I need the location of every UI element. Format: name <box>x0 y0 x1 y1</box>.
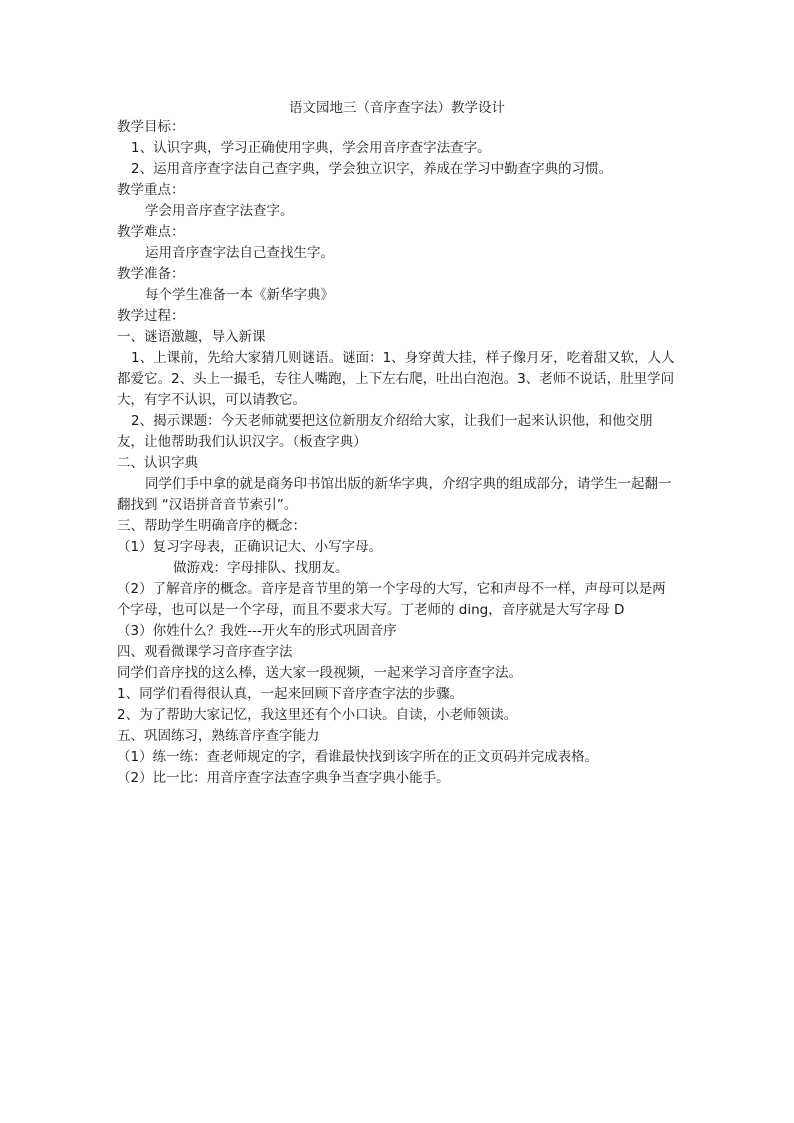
process-step-4-item-1: 1、同学们看得很认真，一起来回顾下音序查字法的步骤。 <box>117 686 464 702</box>
process-step-4-intro: 同学们音序找的这么棒，送大家一段视频，一起来学习音序查字法。 <box>117 665 522 681</box>
section-heading-preparation: 教学准备： <box>117 266 185 282</box>
process-step-5-item-2: （2）比一比：用音序查字法查字典争当查字典小能手。 <box>117 770 450 786</box>
process-step-2-heading: 二、认识字典 <box>117 455 198 471</box>
preparation-text: 每个学生准备一本《新华字典》 <box>145 287 334 303</box>
goal-item-2: 2、运用音序查字法自己查字典，学会独立识字，养成在学习中勤查字典的习惯。 <box>131 161 613 177</box>
process-step-1-riddles: 1、上课前，先给大家猜几则谜语。谜面：1、身穿黄大挂，样子像月牙，吃着甜又软，人人都爱它。2、头上一撮毛，专往人嘴跑，上下左右爬，吐出白泡泡。3、老师不说话，肚里学问大，有字不认识，可以请教它。 <box>117 350 675 408</box>
section-heading-process: 教学过程： <box>117 308 185 324</box>
process-step-5-item-1: （1）练一练：查老师规定的字，看谁最快找到该字所在的正文页码并完成表格。 <box>117 749 599 765</box>
process-step-5-heading: 五、巩固练习，熟练音序查字能力 <box>117 728 320 744</box>
document-title: 语文园地三（音序查字法）教学设计 <box>289 100 505 116</box>
section-heading-goals: 教学目标： <box>117 119 185 135</box>
process-step-3-game: 做游戏：字母排队、找朋友。 <box>173 560 349 576</box>
process-step-4-item-2: 2、为了帮助大家记忆，我这里还有个小口诀。自读，小老师领读。 <box>117 707 518 723</box>
process-step-3-item-2: （2）了解音序的概念。音序是音节里的第一个字母的大写，它和声母不一样，声母可以是两个字母，也可以是一个字母，而且不要求大写。丁老师的 ding，音序就是大写字母 D <box>117 581 666 618</box>
difficulty-text: 运用音序查字法自己查找生字。 <box>145 245 334 261</box>
process-step-1-topic: 2、揭示课题：今天老师就要把这位新朋友介绍给大家，让我们一起来认识他，和他交朋友，让他帮助我们认识汉字。（板查字典） <box>117 413 653 450</box>
goal-item-1: 1、认识字典，学习正确使用字典，学会用音序查字法查字。 <box>131 140 491 156</box>
process-step-4-heading: 四、观看微课学习音序查字法 <box>117 644 293 660</box>
process-step-1-heading: 一、谜语激趣，导入新课 <box>117 329 266 345</box>
process-step-3-item-1: （1）复习字母表，正确识记大、小写字母。 <box>117 539 383 555</box>
key-point-text: 学会用音序查字法查字。 <box>145 203 294 219</box>
process-step-3-heading: 三、帮助学生明确音序的概念： <box>117 518 306 534</box>
section-heading-key-points: 教学重点： <box>117 182 185 198</box>
document-body <box>117 117 677 789</box>
section-heading-difficulties: 教学难点： <box>117 224 185 240</box>
process-step-3-item-3: （3）你姓什么？我姓---开火车的形式巩固音序 <box>117 623 397 639</box>
process-step-2-text: 同学们手中拿的就是商务印书馆出版的新华字典，介绍字典的组成部分，请学生一起翻一翻找到 “汉语拼音音节索引”。 <box>117 476 672 513</box>
